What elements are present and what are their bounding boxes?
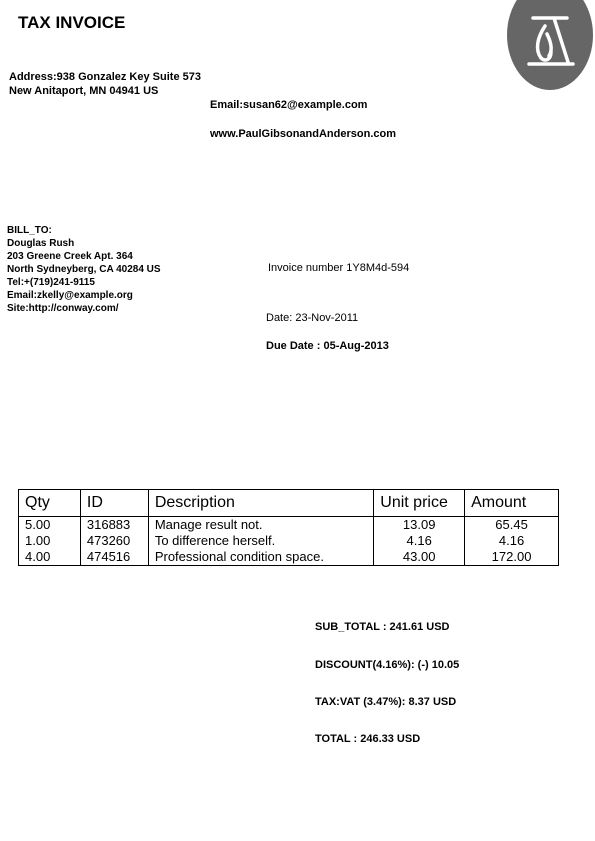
invoice-due-date: Due Date : 05-Aug-2013 bbox=[266, 340, 389, 352]
header-qty: Qty bbox=[19, 490, 81, 517]
company-logo-icon bbox=[507, 0, 593, 90]
header-description: Description bbox=[148, 490, 373, 517]
tax-vat: TAX:VAT (3.47%): 8.37 USD bbox=[315, 696, 457, 708]
table-row bbox=[19, 533, 559, 549]
cell-qty: 4.00 bbox=[19, 549, 81, 566]
cell-description: To difference herself. bbox=[148, 533, 373, 549]
cell-id: 316883 bbox=[80, 517, 148, 534]
seller-email: Email:susan62@example.com bbox=[210, 99, 368, 111]
subtotal: SUB_TOTAL : 241.61 USD bbox=[315, 621, 450, 633]
invoice-title: TAX INVOICE bbox=[18, 13, 126, 32]
header-unit-price: Unit price bbox=[374, 490, 465, 517]
cell-id: 474516 bbox=[80, 549, 148, 566]
cell-qty: 1.00 bbox=[19, 533, 81, 549]
cell-id: 473260 bbox=[80, 533, 148, 549]
seller-address bbox=[9, 70, 201, 98]
bill-to-label: BILL_TO: bbox=[7, 225, 52, 236]
table-header-row bbox=[19, 490, 559, 517]
bill-to-name: Douglas Rush bbox=[7, 238, 75, 249]
bill-to-email: Email:zkelly@example.org bbox=[7, 290, 133, 301]
cell-amount: 172.00 bbox=[465, 549, 559, 566]
cell-unit-price: 4.16 bbox=[374, 533, 465, 549]
cell-unit-price: 43.00 bbox=[374, 549, 465, 566]
invoice-date: Date: 23-Nov-2011 bbox=[266, 312, 359, 324]
bill-to-block bbox=[7, 224, 161, 315]
table-row bbox=[19, 549, 559, 566]
seller-address-line2: New Anitaport, MN 04941 US bbox=[9, 85, 159, 97]
bill-to-city: North Sydneyberg, CA 40284 US bbox=[7, 264, 161, 275]
discount: DISCOUNT(4.16%): (-) 10.05 bbox=[315, 659, 460, 671]
header-amount: Amount bbox=[465, 490, 559, 517]
header-id: ID bbox=[80, 490, 148, 517]
bill-to-site: Site:http://conway.com/ bbox=[7, 303, 119, 314]
bill-to-tel: Tel:+(719)241-9115 bbox=[7, 277, 95, 288]
table-row bbox=[19, 517, 559, 534]
cell-amount: 4.16 bbox=[465, 533, 559, 549]
cell-description: Professional condition space. bbox=[148, 549, 373, 566]
cell-qty: 5.00 bbox=[19, 517, 81, 534]
cell-unit-price: 13.09 bbox=[374, 517, 465, 534]
line-items-table bbox=[18, 489, 559, 566]
seller-website: www.PaulGibsonandAnderson.com bbox=[210, 128, 397, 140]
seller-address-line1: Address:938 Gonzalez Key Suite 573 bbox=[9, 71, 201, 83]
bill-to-street: 203 Greene Creek Apt. 364 bbox=[7, 251, 133, 262]
grand-total: TOTAL : 246.33 USD bbox=[315, 733, 421, 745]
invoice-number: Invoice number 1Y8M4d-594 bbox=[268, 262, 410, 274]
cell-amount: 65.45 bbox=[465, 517, 559, 534]
cell-description: Manage result not. bbox=[148, 517, 373, 534]
